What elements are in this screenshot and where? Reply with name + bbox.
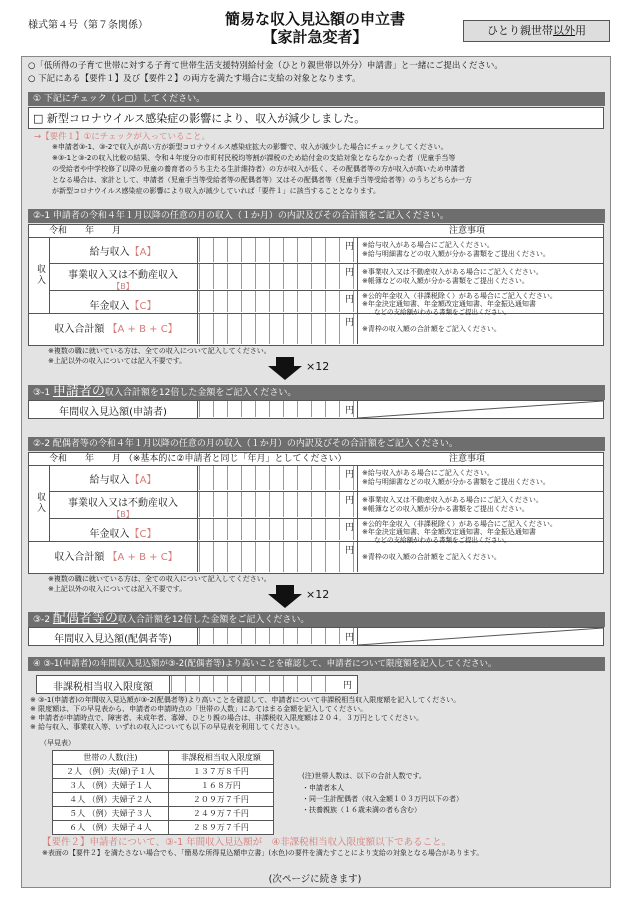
table-row xyxy=(53,793,274,807)
pension-amount-input[interactable] xyxy=(199,291,354,312)
spouse-pension-amount-input[interactable] xyxy=(199,519,354,540)
section1-note-5: が新型コロナウイルス感染症の影響により収入が減少していれば「要件１」に該当することとなります。 xyxy=(52,187,381,195)
business-income-label xyxy=(49,266,197,292)
tag-underlined: 以外 xyxy=(553,24,575,37)
section21-foot-2: ※上記以外の収入については記入不要です。 xyxy=(48,357,187,365)
table-row xyxy=(53,821,274,835)
quick-reference-table xyxy=(52,750,274,835)
business-income-code: 【B】 xyxy=(112,282,134,291)
section1-note-2: ※③-1と③-2の収入比較の結果、令和４年度分の市町村民税均等割が課税のため給付金の支給対象とならなかった者（児童手当等 xyxy=(52,154,456,162)
section22-month: 令和 年 月 （※基本的に②申請者と同じ「年月」としてください） xyxy=(49,454,347,464)
yen-unit: 円 xyxy=(345,318,355,328)
yen-unit: 円 xyxy=(345,470,355,480)
section31-emphasis: 申請者の xyxy=(52,384,105,399)
section1-note-4: となる場合は、家計として、申請者（児童手当等受給者等の配偶者等）又はその配偶者等（児童手当等受給者等）のうちどちらか一方 xyxy=(52,176,472,184)
down-arrow-stem xyxy=(276,585,294,594)
diagonal-slash xyxy=(358,401,603,418)
spouse-business-income-text: 事業収入又は不動産収入 xyxy=(68,498,178,509)
spouse-total-income-text: 収入合計額 xyxy=(54,552,105,563)
quick-people-cell: ５人 （例）夫婦子３人 xyxy=(53,807,169,821)
quick-people-cell: ４人 （例）夫婦子２人 xyxy=(53,793,169,807)
multiply-12-label: ×12 xyxy=(306,360,330,373)
quick-limit-cell: ２８９万７千円 xyxy=(168,821,273,835)
salary-note-1: ※給与収入がある場合にご記入ください。 xyxy=(362,241,494,249)
section22-notes-header: 注意事項 xyxy=(449,454,486,464)
section4-bar: ④ ③-1(申請者)の年間収入見込額が③-2(配偶者等)より高いことを確認して、申請者について限度額を記入してください。 xyxy=(28,657,605,671)
spouse-business-note-2: ※帳簿などの収入額が分かる書類をご提出ください。 xyxy=(362,505,529,513)
business-amount-input[interactable] xyxy=(199,264,354,289)
section4-note-3: ※ 申請者が申請時点で、障害者、未成年者、寡婦、ひとり親の場合は、非課税収入限度額は２０４．３万円としてください。 xyxy=(30,714,423,722)
total-income-label xyxy=(35,320,197,335)
salary-note-2: ※給与明細書などの収入額が分かる書類をご提出ください。 xyxy=(362,250,550,258)
quick-header-people: 世帯の人数(注) xyxy=(53,751,169,765)
yen-unit: 円 xyxy=(345,496,355,506)
pension-note-1: ※公的年金収入（非課税除く）がある場合にご記入ください。 xyxy=(362,292,557,300)
total-income-code: 【A + B + C】 xyxy=(107,324,178,335)
spouse-salary-income-code: 【A】 xyxy=(129,475,157,486)
total-income-text: 収入合計額 xyxy=(54,324,105,335)
pension-note-2: ※年金決定通知書、年金額改定通知書、年金振込通知書 xyxy=(362,300,536,308)
spouse-pension-income-code: 【C】 xyxy=(129,529,157,540)
spouse-pension-note-2: ※年金決定通知書、年金額改定通知書、年金振込通知書 xyxy=(362,528,536,536)
spouse-total-income-code: 【A + B + C】 xyxy=(107,552,178,563)
spouse-business-income-label xyxy=(49,494,197,520)
spouse-salary-note-1: ※給与収入がある場合にご記入ください。 xyxy=(362,469,494,477)
spouse-pension-income-text: 年金収入 xyxy=(89,529,130,540)
continue-footer: (次ページに続きます) xyxy=(268,874,362,885)
spouse-business-amount-input[interactable] xyxy=(199,492,354,517)
table-row xyxy=(53,779,274,793)
tax-exempt-limit-label: 非課税相当収入限度額 xyxy=(53,682,153,693)
business-note-2: ※帳簿などの収入額が分かる書類をご提出ください。 xyxy=(362,277,529,285)
spouse-salary-amount-input[interactable] xyxy=(199,466,354,490)
salary-income-text: 給与収入 xyxy=(89,247,130,258)
annual-income-applicant-label: 年間収入見込額(申請者) xyxy=(59,407,167,418)
section21-month: 令和 年 月 xyxy=(49,226,122,236)
section32-emphasis: 配偶者等の xyxy=(52,611,118,626)
section31-bar xyxy=(28,385,605,400)
spouse-total-amount-input[interactable] xyxy=(199,542,354,572)
diagonal-slash xyxy=(358,628,603,645)
business-note-1: ※事業収入又は不動産収入がある場合にご記入ください。 xyxy=(362,268,543,276)
section31-suffix: 収入合計額を12倍した金額をご記入ください。 xyxy=(104,388,297,398)
title-line-2: 【家計急変者】 xyxy=(262,28,368,46)
spouse-pension-income-label xyxy=(49,525,197,540)
intro-line-2: ○ 下記にある【要件１】及び【要件２】の両方を満たす場合に支給の対象となります。 xyxy=(28,74,361,84)
section22-table xyxy=(28,452,604,574)
quick-table-caption: （早見表） xyxy=(40,739,75,747)
salary-income-code: 【A】 xyxy=(129,247,157,258)
intro-line-1: ○「低所得の子育て世帯に対する子育て世帯生活支援特別給付金（ひとり親世帯以外分）申請書」と一緒にご提出ください。 xyxy=(28,61,503,71)
tag-suffix: 用 xyxy=(575,24,586,37)
quick-limit-cell: ２４９万７千円 xyxy=(168,807,273,821)
annual-income-spouse-input[interactable] xyxy=(199,628,354,644)
household-type-tag xyxy=(463,20,610,42)
section21-notes-header: 注意事項 xyxy=(449,226,486,236)
annual-income-applicant-input[interactable] xyxy=(199,401,354,417)
title-line-1: 簡易な収入見込額の申立書 xyxy=(224,10,405,28)
household-count-item-1: ・申請者本人 xyxy=(302,784,344,792)
requirement2-text: 【要件２】申請者について、③-1 年間収入見込額が ④非課税相当収入限度額以下であること。 xyxy=(42,837,452,848)
salary-income-label xyxy=(49,243,197,258)
requirement2-note: ※表面の【要件２】を満たさない場合でも、「簡易な所得見込額申立書」(水色)の要件を満たすことにより支給の対象となる場合があります。 xyxy=(42,849,484,857)
section31-prefix: ③-1 xyxy=(33,388,53,398)
section32-suffix: 収入合計額を12倍した金額をご記入ください。 xyxy=(117,615,310,625)
yen-unit: 円 xyxy=(345,523,355,533)
yen-unit: 円 xyxy=(345,546,355,556)
total-note: ※青枠の収入額の合計額をご記入ください。 xyxy=(362,325,501,333)
down-arrow-icon xyxy=(268,366,302,380)
section4-note-1: ※ ③-1(申請者)の年間収入見込額が③-2(配偶者等)より高いことを確認して、申請者について非課税相当収入限度額を記入してください。 xyxy=(30,696,461,704)
section22-side-label: 収入 xyxy=(37,493,47,514)
section32-row xyxy=(28,627,604,646)
section21-table xyxy=(28,224,604,346)
pension-income-label xyxy=(49,297,197,312)
section21-foot-1: ※複数の職に就いている方は、全ての収入について記入してください。 xyxy=(48,347,271,355)
down-arrow-stem xyxy=(276,357,294,366)
section32-prefix: ③-2 xyxy=(33,615,53,625)
section22-foot-2: ※上記以外の収入については記入不要です。 xyxy=(48,585,187,593)
total-amount-input[interactable] xyxy=(199,314,354,344)
section1-note-1: ※申請者③-1、③-2で収入が高い方が新型コロナウイルス感染症拡大の影響で、収入が減少した場合にチェックしてください。 xyxy=(52,143,448,151)
annual-income-spouse-label: 年間収入見込額(配偶者等) xyxy=(54,634,172,645)
spouse-total-note: ※青枠の収入額の合計額をご記入ください。 xyxy=(362,553,501,561)
down-arrow-icon xyxy=(268,594,302,608)
spouse-pension-note-3: などの支給額がわかる書類をご提出ください。 xyxy=(374,536,511,544)
household-count-item-3: ・扶養親族（１６歳未満の者も含む） xyxy=(302,806,421,814)
pension-note-3: などの支給額がわかる書類をご提出ください。 xyxy=(374,308,511,316)
spouse-total-income-label xyxy=(35,548,197,563)
section31-row xyxy=(28,400,604,419)
tax-exempt-limit-input[interactable] xyxy=(171,676,326,692)
yen-unit: 円 xyxy=(345,242,355,252)
yen-unit: 円 xyxy=(345,295,355,305)
household-count-note: (注)世帯人数は、以下の合計人数です。 xyxy=(302,772,426,780)
table-row xyxy=(53,807,274,821)
business-income-text: 事業収入又は不動産収入 xyxy=(68,270,178,281)
quick-people-cell: ３人 （例）夫婦子１人 xyxy=(53,779,169,793)
section21-bar: ②-1 申請者の令和４年１月以降の任意の月の収入（１か月）の内訳及びその合計額をご記入ください。 xyxy=(28,209,605,223)
requirement1-text: →【要件１】①にチェックが入っていること。 xyxy=(34,132,210,142)
pension-income-code: 【C】 xyxy=(129,301,157,312)
spouse-salary-note-2: ※給与明細書などの収入額が分かる書類をご提出ください。 xyxy=(362,478,550,486)
section22-bar: ②-2 配偶者等の令和４年１月以降の任意の月の収入（１か月）の内訳及びその合計額をご記入ください。 xyxy=(28,437,605,451)
pension-income-text: 年金収入 xyxy=(89,301,130,312)
spouse-pension-note-1: ※公的年金収入（非課税除く）がある場合にご記入ください。 xyxy=(362,520,557,528)
spouse-business-note-1: ※事業収入又は不動産収入がある場合にご記入ください。 xyxy=(362,496,543,504)
section4-row xyxy=(36,675,358,694)
spouse-business-income-code: 【B】 xyxy=(112,510,134,519)
section1-note-3: の受給者や中学校修了以降の児童の養育者のうち主たる生計維持者）の方が収入が低く、その配偶者等の方が収入が高いため申請者 xyxy=(52,165,465,173)
table-row xyxy=(53,765,274,779)
form-number: 様式第４号（第７条関係） xyxy=(28,20,148,31)
yen-unit: 円 xyxy=(345,633,355,643)
salary-amount-input[interactable] xyxy=(199,238,354,262)
spouse-salary-income-label xyxy=(49,471,197,486)
spouse-salary-income-text: 給与収入 xyxy=(89,475,130,486)
yen-unit: 円 xyxy=(345,268,355,278)
section32-bar xyxy=(28,612,605,627)
household-count-item-2: ・同一生計配偶者（収入金額１０３万円以下の者） xyxy=(302,795,463,803)
tag-prefix: ひとり親世帯 xyxy=(487,24,553,37)
covid-checkbox-label[interactable]: □ 新型コロナウイルス感染症の影響により、収入が減少しました。 xyxy=(33,112,366,125)
quick-people-cell: ６人 （例）夫婦子４人 xyxy=(53,821,169,835)
quick-header-limit: 非課税相当収入限度額 xyxy=(168,751,273,765)
yen-unit: 円 xyxy=(345,406,355,416)
section21-side-label: 収入 xyxy=(37,265,47,286)
section1-bar: ① 下記にチェック（レ□）してください。 xyxy=(28,92,605,106)
yen-unit: 円 xyxy=(343,681,353,691)
quick-people-cell: ２人 （例）夫(婦)子１人 xyxy=(53,765,169,779)
section4-note-2: ※ 限度額は、下の早見表から、申請者の申請時点の「世帯の人数」にあてはまる金額を記入してください。 xyxy=(30,705,368,713)
section22-foot-1: ※複数の職に就いている方は、全ての収入について記入してください。 xyxy=(48,575,271,583)
quick-limit-cell: １６８万円 xyxy=(168,779,273,793)
quick-limit-cell: ２０９万７千円 xyxy=(168,793,273,807)
quick-limit-cell: １３７万８千円 xyxy=(168,765,273,779)
section4-note-4: ※ 給与収入、事業収入等、いずれの収入についても以下の早見表を利用してください。 xyxy=(30,723,304,731)
section1-check-box xyxy=(28,107,604,129)
page-title xyxy=(165,10,465,46)
multiply-12-label: ×12 xyxy=(306,588,330,601)
